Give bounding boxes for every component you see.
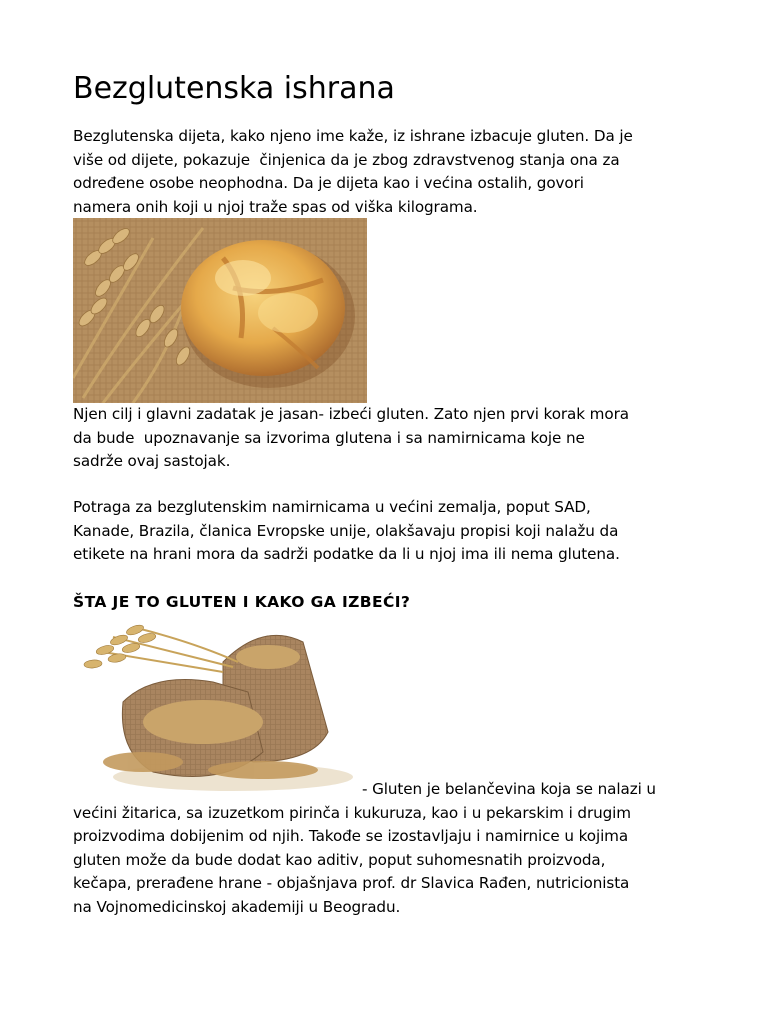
grain-sack-photo xyxy=(73,612,360,798)
text-line: Bezglutenska dijeta, kako njeno ime kaže, iz ishrane izbacuje gluten. Da je xyxy=(73,127,633,145)
text-line: većini žitarica, sa izuzetkom pirinča i kukuruza, kao i u pekarskim i drugim xyxy=(73,803,631,822)
text-line: namera onih koji u njoj traže spas od viška kilograma. xyxy=(73,197,478,216)
text-line: više od dijete, pokazuje činjenica da je zbog zdravstvenog stanja ona za xyxy=(73,150,620,169)
text-line: etikete na hrani mora da sadrži podatke da li u njoj ima ili nema glutena. xyxy=(73,545,620,563)
gluten-paragraph xyxy=(73,778,713,919)
text-line: Njen cilj i glavni zadatak je jasan- izbeći gluten. Zato njen prvi korak mora xyxy=(73,405,629,423)
text-line: Kanade, Brazila, članica Evropske unije, olakšavaju propisi koji nalažu da xyxy=(73,521,619,540)
text-line: gluten može da bude dodat kao aditiv, poput suhomesnatih proizvoda, xyxy=(73,850,606,869)
bread-and-wheat-photo xyxy=(73,218,367,403)
text-line: Potraga za bezglutenskim namirnicama u većini zemalja, poput SAD, xyxy=(73,498,591,516)
text-line: određene osobe neophodna. Da je dijeta kao i većina ostalih, govori xyxy=(73,174,584,192)
page-title: Bezglutenska ishrana xyxy=(73,71,395,106)
labeling-paragraph xyxy=(73,496,713,567)
text-line: sadrže ovaj sastojak. xyxy=(73,452,231,470)
text-line: - Gluten je belančevina koja se nalazi u xyxy=(362,780,656,798)
goal-paragraph xyxy=(73,403,713,474)
text-line: proizvodima dobijenim od njih. Takođe se izostavljaju i namirnice u kojima xyxy=(73,827,629,845)
text-line: na Vojnomedicinskoj akademiji u Beogradu. xyxy=(73,897,401,916)
text-line: kečapa, prerađene hrane - objašnjava prof. dr Slavica Rađen, nutricionista xyxy=(73,874,630,892)
text-line: da bude upoznavanje sa izvorima glutena i sa namirnicama koje ne xyxy=(73,428,585,447)
intro-paragraph xyxy=(73,125,713,219)
section-heading: ŠTA JE TO GLUTEN I KAKO GA IZBEĆI? xyxy=(73,593,411,611)
